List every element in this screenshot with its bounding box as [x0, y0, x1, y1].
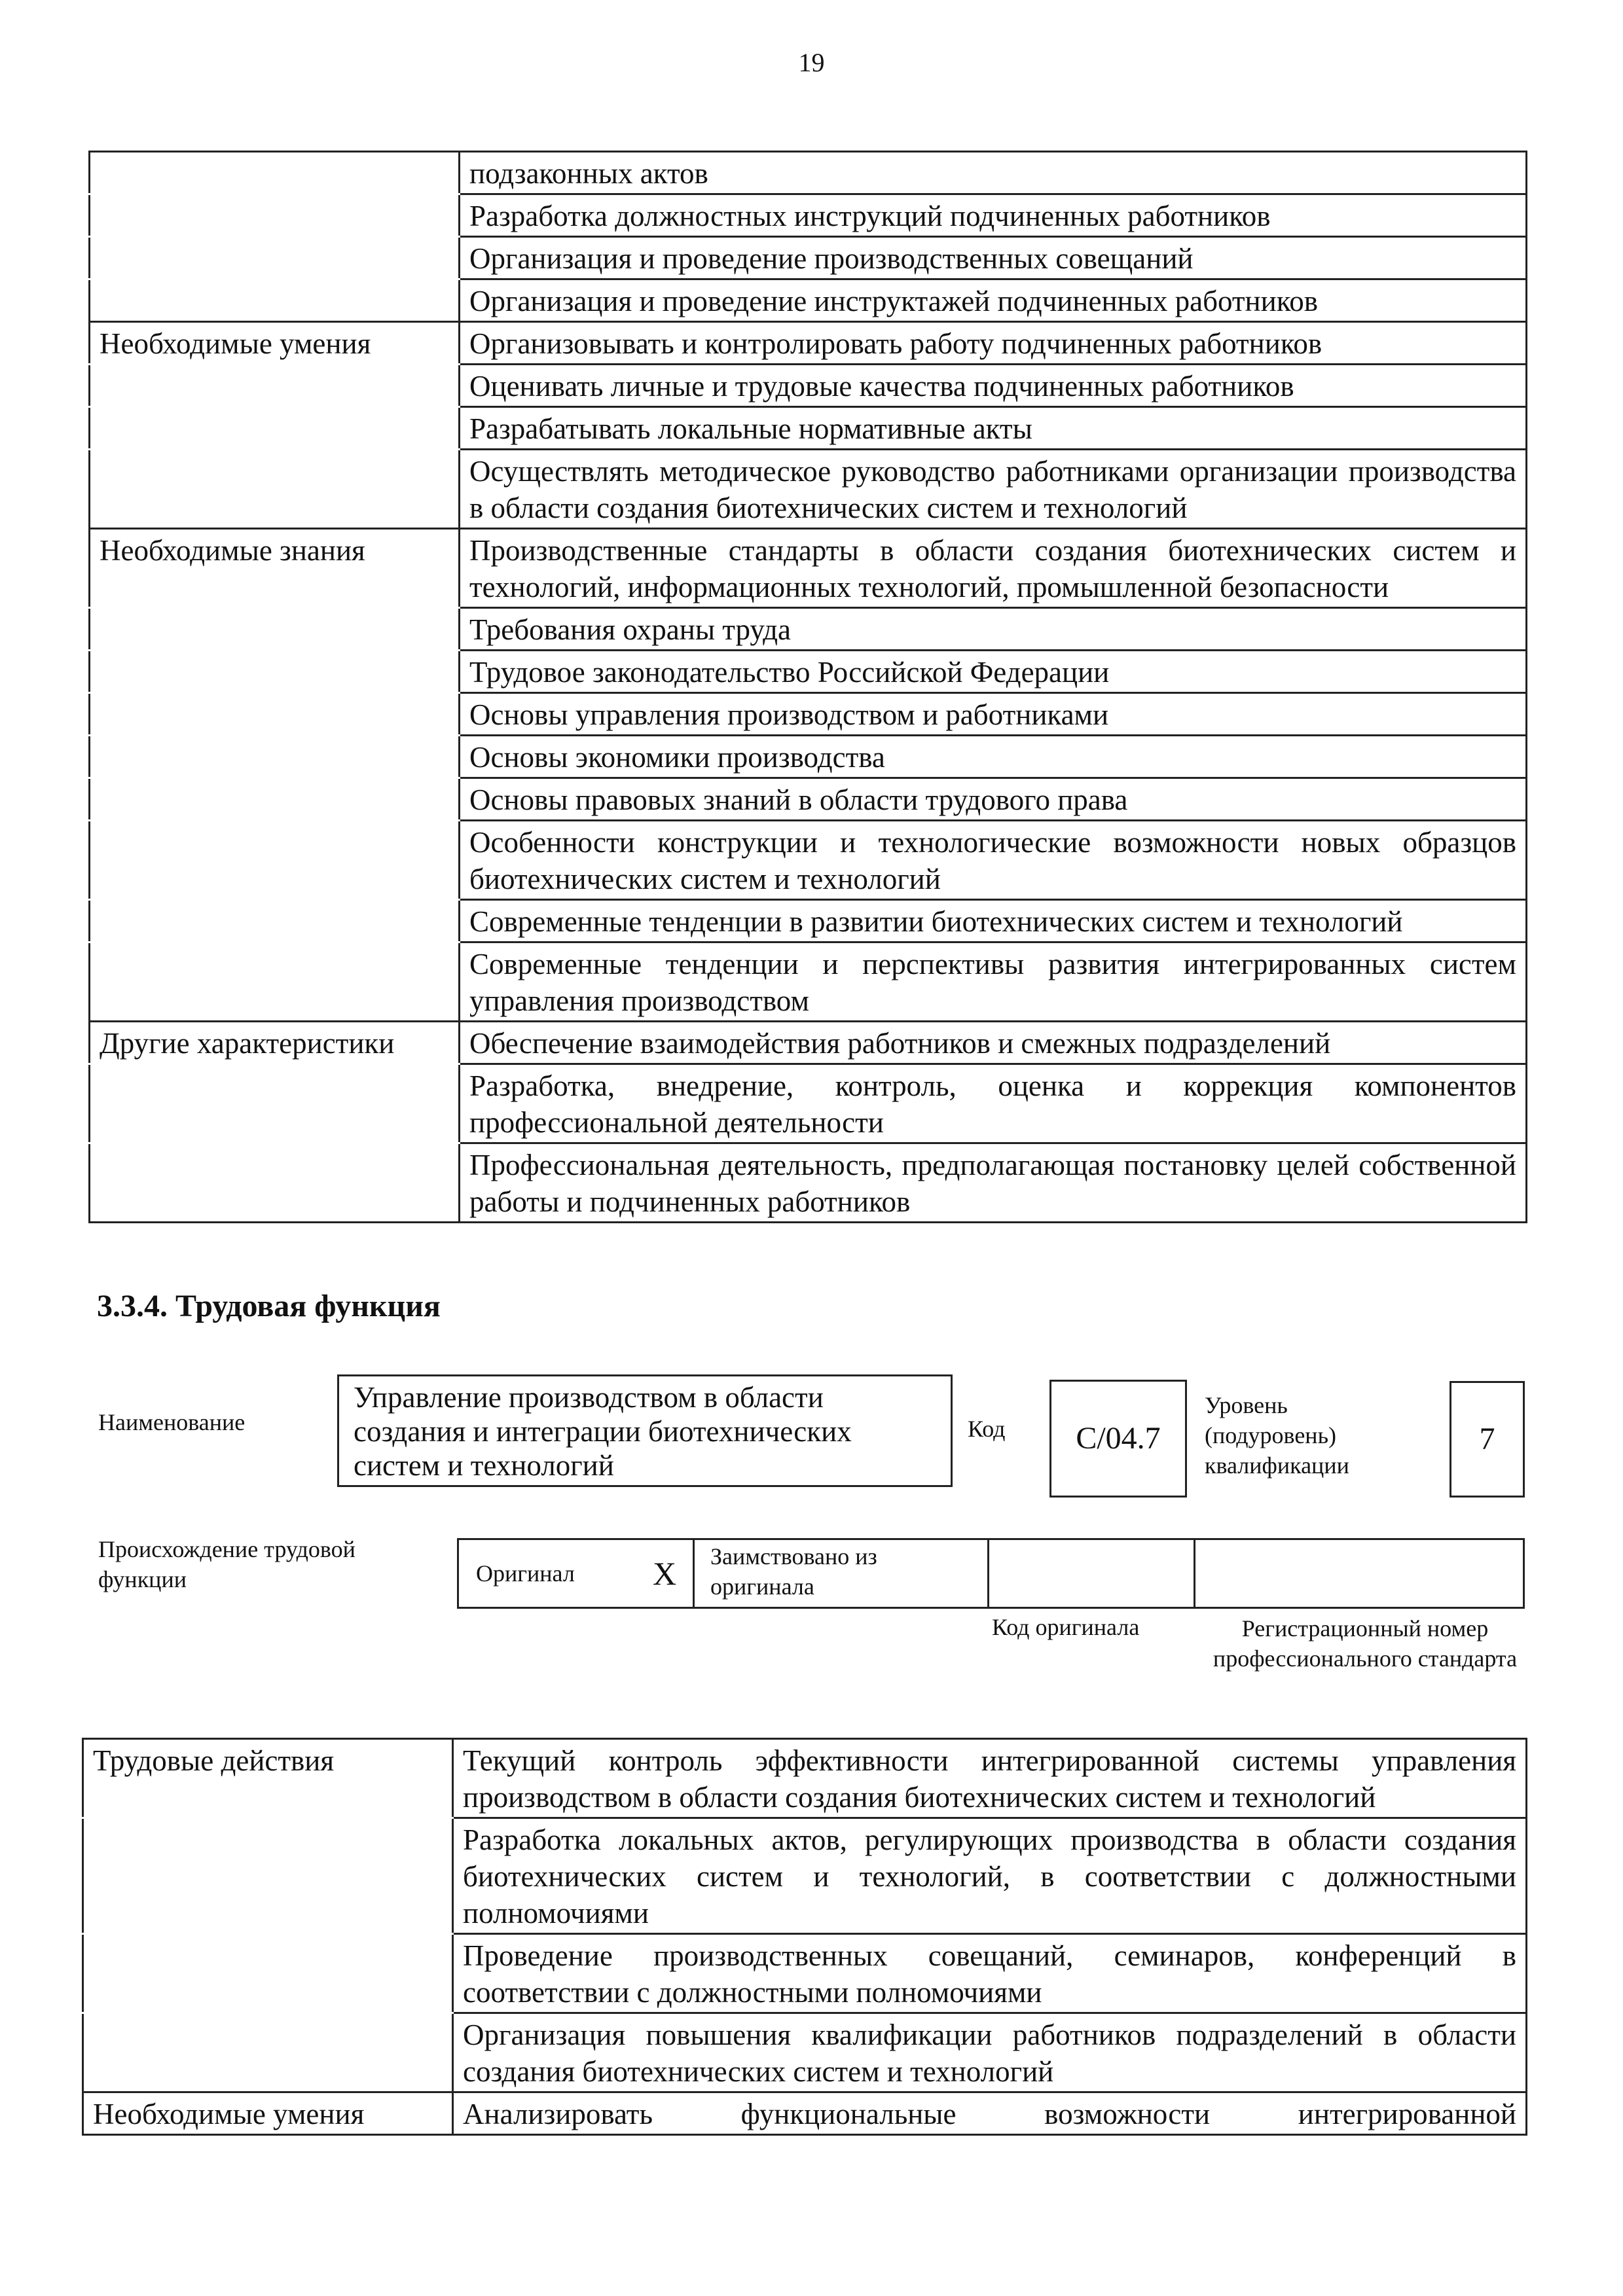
- table-row: [90, 778, 1527, 821]
- cell-divider: [987, 1540, 989, 1607]
- origin-label: Происхождение трудовой функции: [98, 1536, 356, 1592]
- table-row: [83, 2092, 1527, 2135]
- row-text: Основы правовых знаний в области трудового права: [460, 778, 1527, 821]
- row-text: Особенности конструкции и технологические возможности новых образцов биотехнических систем и технологий: [460, 821, 1527, 900]
- row-text: Осуществлять методическое руководство работниками организации производства в области создания биотехнических систем и технологий: [460, 450, 1527, 529]
- table-row: [90, 529, 1527, 608]
- cell-divider: [1194, 1540, 1195, 1607]
- row-text: Текущий контроль эффективности интегрированной системы управления производством в области создания биотехнических систем и технологий: [453, 1739, 1527, 1818]
- table-row: [90, 942, 1527, 1022]
- row-label: [90, 942, 460, 1022]
- row-label: [90, 651, 460, 693]
- row-label: [83, 1934, 453, 2013]
- table-row: [90, 1064, 1527, 1143]
- row-text: Организация повышения квалификации работников подразделений в области создания биотехнических систем и технологий: [453, 2013, 1527, 2092]
- row-text: Разработка, внедрение, контроль, оценка и коррекция компонентов профессиональной деятельности: [460, 1064, 1527, 1143]
- row-label: Необходимые умения: [90, 322, 460, 365]
- row-text: Анализировать функциональные возможности интегрированной: [453, 2092, 1527, 2135]
- table-row: [90, 693, 1527, 736]
- row-label: [90, 778, 460, 821]
- row-label: [90, 736, 460, 778]
- row-text: Основы экономики производства: [460, 736, 1527, 778]
- table-row: [90, 1022, 1527, 1064]
- row-label: [90, 693, 460, 736]
- row-label: [90, 450, 460, 529]
- table-row: [90, 365, 1527, 407]
- table-row: [83, 2013, 1527, 2092]
- row-text: Разработка локальных актов, регулирующих производства в области создания биотехнических систем и технологий, в соответствии с должностными полномочиями: [453, 1818, 1527, 1934]
- table-row: [90, 736, 1527, 778]
- reg-number-caption: Регистрационный номер профессионального стандарта: [1213, 1615, 1518, 1672]
- table-row: [90, 322, 1527, 365]
- row-text: Производственные стандарты в области создания биотехнических систем и технологий, информационных технологий, промышленной безопасности: [460, 529, 1527, 608]
- requirements-table: [88, 151, 1527, 1223]
- row-label: [90, 1064, 460, 1143]
- row-text: Организация и проведение инструктажей подчиненных работников: [460, 279, 1527, 322]
- row-text: Организация и проведение производственных совещаний: [460, 237, 1527, 279]
- table-row: [83, 1818, 1527, 1934]
- table-row: [90, 407, 1527, 450]
- table-row: [90, 608, 1527, 651]
- original-mark: X: [653, 1555, 677, 1592]
- row-label: Необходимые умения: [83, 2092, 453, 2135]
- row-label: [90, 152, 460, 194]
- level-value: 7: [1479, 1422, 1495, 1456]
- table-row: [90, 450, 1527, 529]
- row-label: [83, 1818, 453, 1934]
- function-name-value: Управление производством в области создания и интеграции биотехнических систем и технологий: [354, 1381, 852, 1482]
- level-label: Уровень (подуровень) квалификации: [1205, 1392, 1349, 1479]
- page-number: 19: [798, 48, 825, 77]
- origin-table: [457, 1538, 1525, 1609]
- row-label: [90, 821, 460, 900]
- table-row: [90, 194, 1527, 237]
- row-text: Современные тенденции в развитии биотехнических систем и технологий: [460, 900, 1527, 942]
- row-label: [90, 1143, 460, 1223]
- code-label: Код: [968, 1416, 1006, 1442]
- row-label: [90, 608, 460, 651]
- row-label: [83, 2013, 453, 2092]
- row-label: Трудовые действия: [83, 1739, 453, 1818]
- table-row: [90, 821, 1527, 900]
- orig-code-caption: Код оригинала: [992, 1614, 1140, 1640]
- row-label: Необходимые знания: [90, 529, 460, 608]
- row-label: [90, 194, 460, 237]
- row-text: Разрабатывать локальные нормативные акты: [460, 407, 1527, 450]
- row-label: [90, 365, 460, 407]
- row-text: подзаконных актов: [460, 152, 1527, 194]
- row-label: [90, 407, 460, 450]
- name-label: Наименование: [98, 1409, 246, 1435]
- code-value: C/04.7: [1076, 1421, 1161, 1456]
- table-row: [90, 237, 1527, 279]
- table-row: [83, 1739, 1527, 1818]
- table-row: [90, 279, 1527, 322]
- actions-table: [82, 1738, 1527, 2136]
- cell-divider: [693, 1540, 695, 1607]
- row-text: Требования охраны труда: [460, 608, 1527, 651]
- row-label: [90, 279, 460, 322]
- table-row: [90, 152, 1527, 194]
- row-label: [90, 900, 460, 942]
- table-row: [90, 900, 1527, 942]
- row-text: Оценивать личные и трудовые качества подчиненных работников: [460, 365, 1527, 407]
- row-text: Разработка должностных инструкций подчиненных работников: [460, 194, 1527, 237]
- table-row: [90, 651, 1527, 693]
- row-text: Проведение производственных совещаний, семинаров, конференций в соответствии с должностными полномочиями: [453, 1934, 1527, 2013]
- table-row: [83, 1934, 1527, 2013]
- function-name-box: [337, 1374, 953, 1487]
- row-text: Обеспечение взаимодействия работников и смежных подразделений: [460, 1022, 1527, 1064]
- code-box: [1049, 1380, 1187, 1498]
- row-text: Трудовое законодательство Российской Федерации: [460, 651, 1527, 693]
- row-text: Основы управления производством и работниками: [460, 693, 1527, 736]
- section-heading: 3.3.4. Трудовая функция: [97, 1289, 441, 1323]
- row-text: Организовывать и контролировать работу подчиненных работников: [460, 322, 1527, 365]
- row-text: Профессиональная деятельность, предполагающая постановку целей собственной работы и подчиненных работников: [460, 1143, 1527, 1223]
- original-label: Оригинал: [476, 1560, 575, 1587]
- row-text: Современные тенденции и перспективы развития интегрированных систем управления производством: [460, 942, 1527, 1022]
- row-label: [90, 237, 460, 279]
- level-box: [1450, 1381, 1525, 1498]
- borrowed-label: Заимствовано из оригинала: [710, 1543, 877, 1600]
- table-row: [90, 1143, 1527, 1223]
- row-label: Другие характеристики: [90, 1022, 460, 1064]
